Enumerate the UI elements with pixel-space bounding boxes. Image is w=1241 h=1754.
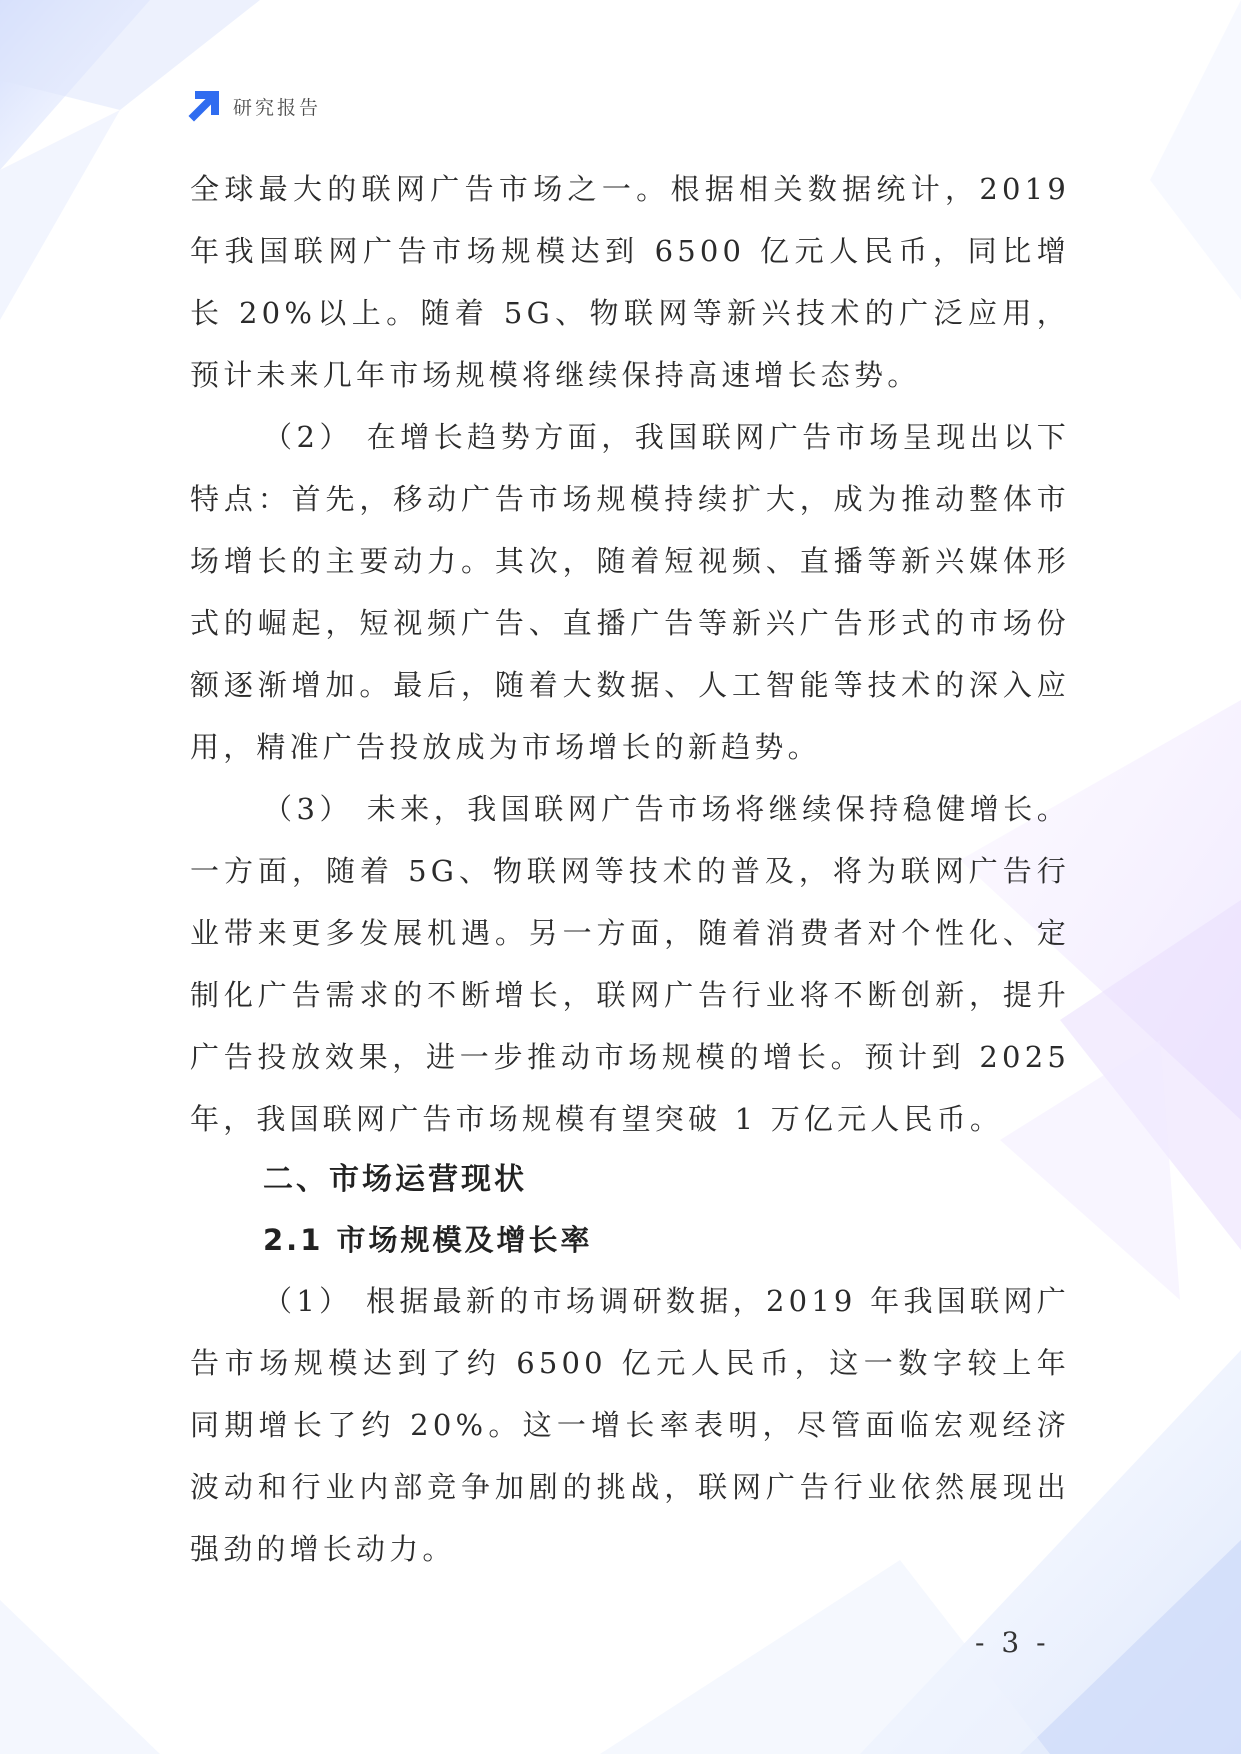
subsection-heading: 2.1 市场规模及增长率 <box>263 1223 593 1257</box>
document-body <box>190 158 1070 1580</box>
report-header <box>187 89 321 123</box>
section-heading: 二、市场运营现状 <box>263 1162 527 1197</box>
arrow-up-right-icon <box>187 89 221 123</box>
header-title: 研究报告 <box>233 96 322 119</box>
page-number: - 3 - <box>975 1626 1050 1659</box>
paragraph-growth-trend: （2） 在增长趋势方面，我国联网广告市场呈现出以下特点：首先，移动广告市场规模持续扩大，成为推动整体市场增长的主要动力。其次，随着短视频、直播等新兴媒体形式的崛起，短视频广告、直播广告等新兴广告形式的市场份额逐渐增加。最后，随着大数据、人工智能等技术的深入应用，精准广告投放成为市场增长的新趋势。 <box>190 420 1070 764</box>
paragraph-market-size: 全球最大的联网广告市场之一。根据相关数据统计，2019 年我国联网广告市场规模达到 6500 亿元人民币，同比增长 20%以上。随着 5G、物联网等新兴技术的广泛应用，预计未来几年市场规模将继续保持高速增长态势。 <box>190 172 1070 392</box>
paragraph-market-data: （1） 根据最新的市场调研数据，2019 年我国联网广告市场规模达到了约 6500 亿元人民币，这一数字较上年同期增长了约 20%。这一增长率表明，尽管面临宏观经济波动和行业内部竞争加剧的挑战，联网广告行业依然展现出强劲的增长动力。 <box>190 1284 1070 1566</box>
paragraph-future-outlook: （3） 未来，我国联网广告市场将继续保持稳健增长。一方面，随着 5G、物联网等技术的普及，将为联网广告行业带来更多发展机遇。另一方面，随着消费者对个性化、定制化广告需求的不断增长，联网广告行业将不断创新，提升广告投放效果，进一步推动市场规模的增长。预计到 2025 年，我国联网广告市场规模有望突破 1 万亿元人民币。 <box>190 792 1070 1136</box>
